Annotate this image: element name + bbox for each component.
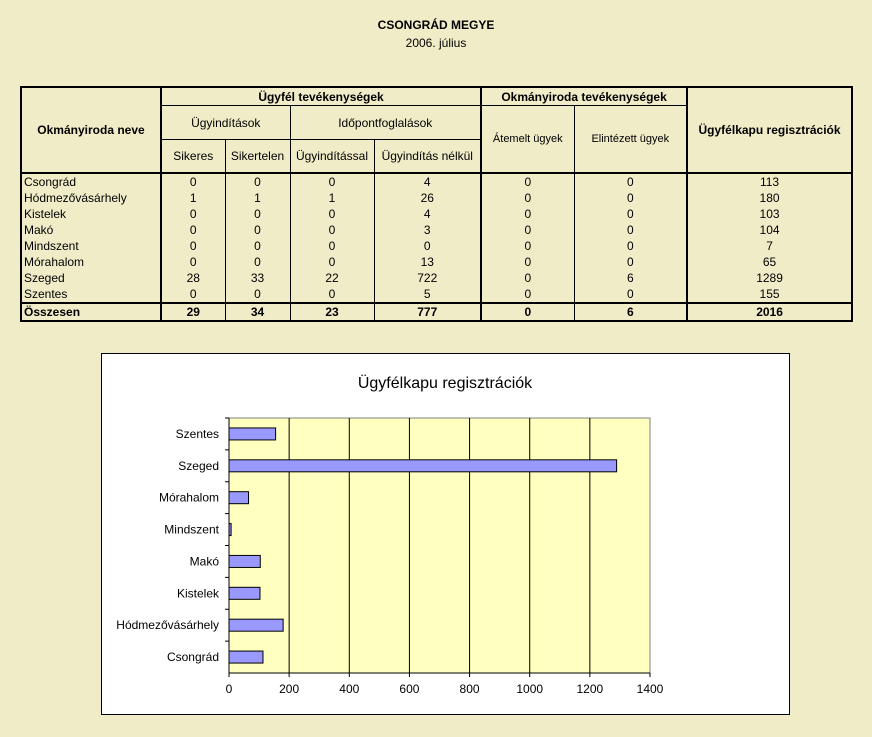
value-cell: 155 [687, 286, 852, 303]
bar [229, 587, 260, 599]
header-office-activities: Okmányiroda tevékenységek [481, 87, 687, 106]
value-cell: 0 [161, 206, 225, 222]
table-row [21, 206, 852, 222]
table-row [21, 254, 852, 270]
value-cell: 0 [225, 222, 290, 238]
y-tick-label: Hódmezővásárhely [116, 618, 219, 633]
value-cell: 0 [161, 173, 225, 190]
value-cell: 113 [687, 173, 852, 190]
value-cell: 0 [574, 254, 687, 270]
value-cell: 1289 [687, 270, 852, 286]
value-cell: 0 [225, 173, 290, 190]
value-cell: 0 [574, 238, 687, 254]
x-tick-label: 1200 [576, 682, 604, 696]
value-cell: 0 [225, 206, 290, 222]
value-cell: 0 [481, 303, 574, 321]
value-cell: 103 [687, 206, 852, 222]
chart-title: Ügyfélkapu regisztrációk [357, 375, 533, 392]
office-name-cell: Összesen [21, 303, 161, 321]
value-cell: 0 [574, 173, 687, 190]
value-cell: 0 [290, 206, 374, 222]
x-tick-label: 1000 [516, 682, 544, 696]
y-tick-label: Csongrád [166, 650, 219, 665]
bar [229, 492, 249, 504]
value-cell: 26 [374, 190, 481, 206]
office-name-cell: Szentes [21, 286, 161, 303]
value-cell: 0 [290, 286, 374, 303]
value-cell: 0 [161, 222, 225, 238]
office-name-cell: Mórahalom [21, 254, 161, 270]
value-cell: 0 [574, 190, 687, 206]
header-client-activities: Ügyfél tevékenységek [161, 87, 481, 106]
value-cell: 777 [374, 303, 481, 321]
header-office-name: Okmányiroda neve [21, 87, 161, 173]
header-case-initiations: Ügyindítások [161, 106, 290, 140]
office-name-cell: Szeged [21, 270, 161, 286]
y-tick-label: Szeged [178, 458, 219, 473]
table-row [21, 190, 852, 206]
value-cell: 5 [374, 286, 481, 303]
value-cell: 0 [481, 286, 574, 303]
value-cell: 6 [574, 270, 687, 286]
header-unsuccessful: Sikertelen [225, 140, 290, 174]
table-row [21, 286, 852, 303]
value-cell: 1 [161, 190, 225, 206]
value-cell: 0 [481, 206, 574, 222]
value-cell: 0 [481, 270, 574, 286]
y-tick-label: Szentes [175, 426, 219, 441]
value-cell: 0 [290, 222, 374, 238]
table-row [21, 222, 852, 238]
value-cell: 33 [225, 270, 290, 286]
value-cell: 2016 [687, 303, 852, 321]
header-handled: Elintézett ügyek [574, 106, 687, 174]
bar [229, 619, 283, 631]
y-tick-label: Mórahalom [158, 490, 219, 505]
value-cell: 0 [161, 254, 225, 270]
page-subtitle: 2006. július [405, 36, 467, 50]
value-cell: 0 [374, 238, 481, 254]
header-successful: Sikeres [161, 140, 225, 174]
header-appointments: Időpontfoglalások [290, 106, 481, 140]
x-tick-label: 600 [399, 682, 420, 696]
table-row [21, 270, 852, 286]
value-cell: 0 [161, 238, 225, 254]
total-row [21, 303, 852, 321]
value-cell: 722 [374, 270, 481, 286]
header-with-case: Ügyindítással [290, 140, 374, 174]
y-tick-label: Kistelek [176, 586, 219, 601]
statistics-table [20, 86, 853, 322]
value-cell: 180 [687, 190, 852, 206]
value-cell: 0 [481, 222, 574, 238]
value-cell: 13 [374, 254, 481, 270]
table-row [21, 173, 852, 190]
value-cell: 0 [290, 173, 374, 190]
header-registrations: Ügyfélkapu regisztrációk [687, 87, 852, 173]
value-cell: 7 [687, 238, 852, 254]
y-tick-label: Makó [189, 554, 219, 569]
bar [229, 460, 617, 472]
value-cell: 0 [574, 206, 687, 222]
value-cell: 0 [225, 286, 290, 303]
value-cell: 4 [374, 206, 481, 222]
office-name-cell: Makó [21, 222, 161, 238]
office-name-cell: Mindszent [21, 238, 161, 254]
bar [229, 428, 276, 440]
value-cell: 22 [290, 270, 374, 286]
value-cell: 0 [225, 254, 290, 270]
value-cell: 0 [290, 238, 374, 254]
bar [229, 524, 231, 536]
value-cell: 3 [374, 222, 481, 238]
value-cell: 28 [161, 270, 225, 286]
x-tick-label: 0 [225, 682, 233, 696]
x-tick-label: 200 [279, 682, 300, 696]
office-name-cell: Csongrád [21, 173, 161, 190]
value-cell: 0 [290, 254, 374, 270]
y-tick-label: Mindszent [164, 522, 219, 537]
x-tick-label: 800 [459, 682, 480, 696]
table-row [21, 238, 852, 254]
value-cell: 34 [225, 303, 290, 321]
value-cell: 0 [225, 238, 290, 254]
value-cell: 104 [687, 222, 852, 238]
value-cell: 0 [574, 222, 687, 238]
office-name-cell: Hódmezővásárhely [21, 190, 161, 206]
plot-area [229, 418, 650, 673]
value-cell: 0 [481, 238, 574, 254]
chart-svg [102, 354, 789, 714]
header-transferred: Átemelt ügyek [481, 106, 574, 174]
header-without-case: Ügyindítás nélkül [374, 140, 481, 174]
x-tick-label: 1400 [636, 682, 664, 696]
bar [229, 555, 260, 567]
registrations-chart [101, 353, 790, 715]
value-cell: 65 [687, 254, 852, 270]
value-cell: 1 [290, 190, 374, 206]
value-cell: 0 [574, 286, 687, 303]
value-cell: 0 [481, 190, 574, 206]
value-cell: 0 [161, 286, 225, 303]
value-cell: 6 [574, 303, 687, 321]
bar [229, 651, 263, 663]
office-name-cell: Kistelek [21, 206, 161, 222]
value-cell: 0 [481, 254, 574, 270]
value-cell: 4 [374, 173, 481, 190]
value-cell: 0 [481, 173, 574, 190]
value-cell: 1 [225, 190, 290, 206]
page-title: CSONGRÁD MEGYE [377, 18, 495, 32]
value-cell: 23 [290, 303, 374, 321]
x-tick-label: 400 [339, 682, 360, 696]
value-cell: 29 [161, 303, 225, 321]
